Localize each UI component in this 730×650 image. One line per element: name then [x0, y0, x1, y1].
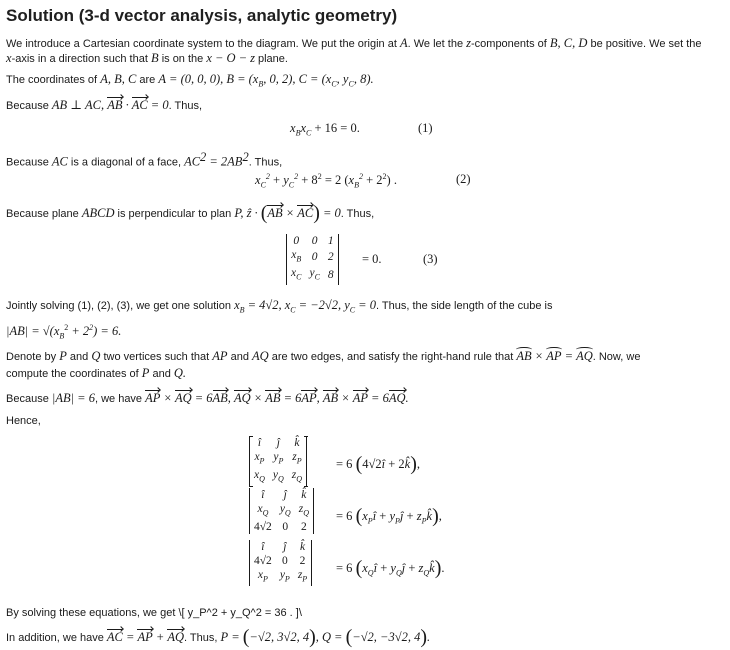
because-diagonal-line: Because AC is a diagonal of a face, $AC^2 = 2AB^2$. Thus, — [6, 150, 283, 169]
equation-3-number: (3) — [423, 252, 438, 266]
matrix-3: î ĵ k̂ 4√2 0 2 $x_P$ $y_P$ $z_P$ — [249, 540, 312, 586]
equation-2-number: (2) — [456, 172, 471, 186]
equation-2: $x_C^2 + y_C^2 + 8^2 = 2$ $(x_B^2 + 2^2)$ . — [255, 172, 397, 190]
compute-line: compute the coordinates of P and Q. — [6, 366, 187, 380]
matrix-3-rhs: = 6 ($x_Qî$ + $y_Qĵ$ + $z_Qk̂$). — [336, 557, 445, 579]
matrix-2-rhs: = 6 ($x_Pî$ + $y_Pĵ$ + $z_Pk̂$), — [336, 505, 442, 527]
addition-line: In addition, we have AC = AP + AQ. Thus, P = (−√2, 3√2, 4), Q = (−√2, −3√2, 4). — [6, 626, 431, 648]
jointly-solving-line: Jointly solving (1), (2), (3), we get one solution $x_B = 4√2$, $x_C = -2√2$, $y_C = 0$. Thus, the side length of the cube is — [6, 298, 553, 315]
side-length-line: $|AB| = √(x_B^2 + 2^2) = 6$. — [6, 323, 122, 341]
solution-title: Solution (3-d vector analysis, analytic geometry) — [6, 6, 398, 25]
because-perpendicular-line: Because AB ⊥ AC, AB · AC = 0. Thus, — [6, 98, 203, 112]
because-plane-line: Because plane ABCD is perpendicular to plan P, ẑ · (AB × AC) = 0. Thus, — [6, 202, 375, 224]
solving-line: By solving these equations, we get \[ y_P^2 + y_Q^2 = 36 . ]\ — [6, 607, 302, 619]
coordinates-line: The coordinates of A, B, C are A = (0, 0, 0), $B = (x_B$, 0, 2), $C = (x_C$, $y_C$, 8). — [6, 72, 374, 89]
because-length-line: Because |AB| = 6, we have AP × AQ = 6AB, AQ × AB = 6AP, AB × AP = 6AQ. — [6, 391, 409, 405]
matrix-1: î ĵ k̂ $x_P$ $y_P$ $z_P$ $x_Q$ $y_Q$ $z_Q$ — [249, 436, 307, 487]
matrix-2: î ĵ k̂ $x_Q$ $y_Q$ $z_Q$ 4√2 0 2 — [249, 488, 314, 534]
hence-label: Hence, — [6, 415, 41, 427]
equation-1: $x_Bx_C + 16 = 0$. — [290, 121, 360, 138]
intro-line-2: x-axis in a direction such that B is on the x − O − z plane. — [6, 51, 288, 65]
denote-line: Denote by P and Q two vertices such that AP and AQ are two edges, and satisfy the right-hand rule that AB × AP = AQ. Now, we — [6, 349, 641, 363]
matrix-1-rhs: = 6 (4√2î + 2k̂), — [336, 453, 421, 475]
determinant-3: 0 0 1 $x_B$ 0 2 $x_C$ $y_C$ 8 — [286, 234, 339, 285]
intro-line-1: We introduce a Cartesian coordinate system to the diagram. We put the origin at A. We let the z-components of B, C, D be positive. We set the — [6, 36, 702, 50]
determinant-3-rhs: = 0. — [362, 252, 382, 266]
equation-1-number: (1) — [418, 121, 433, 135]
